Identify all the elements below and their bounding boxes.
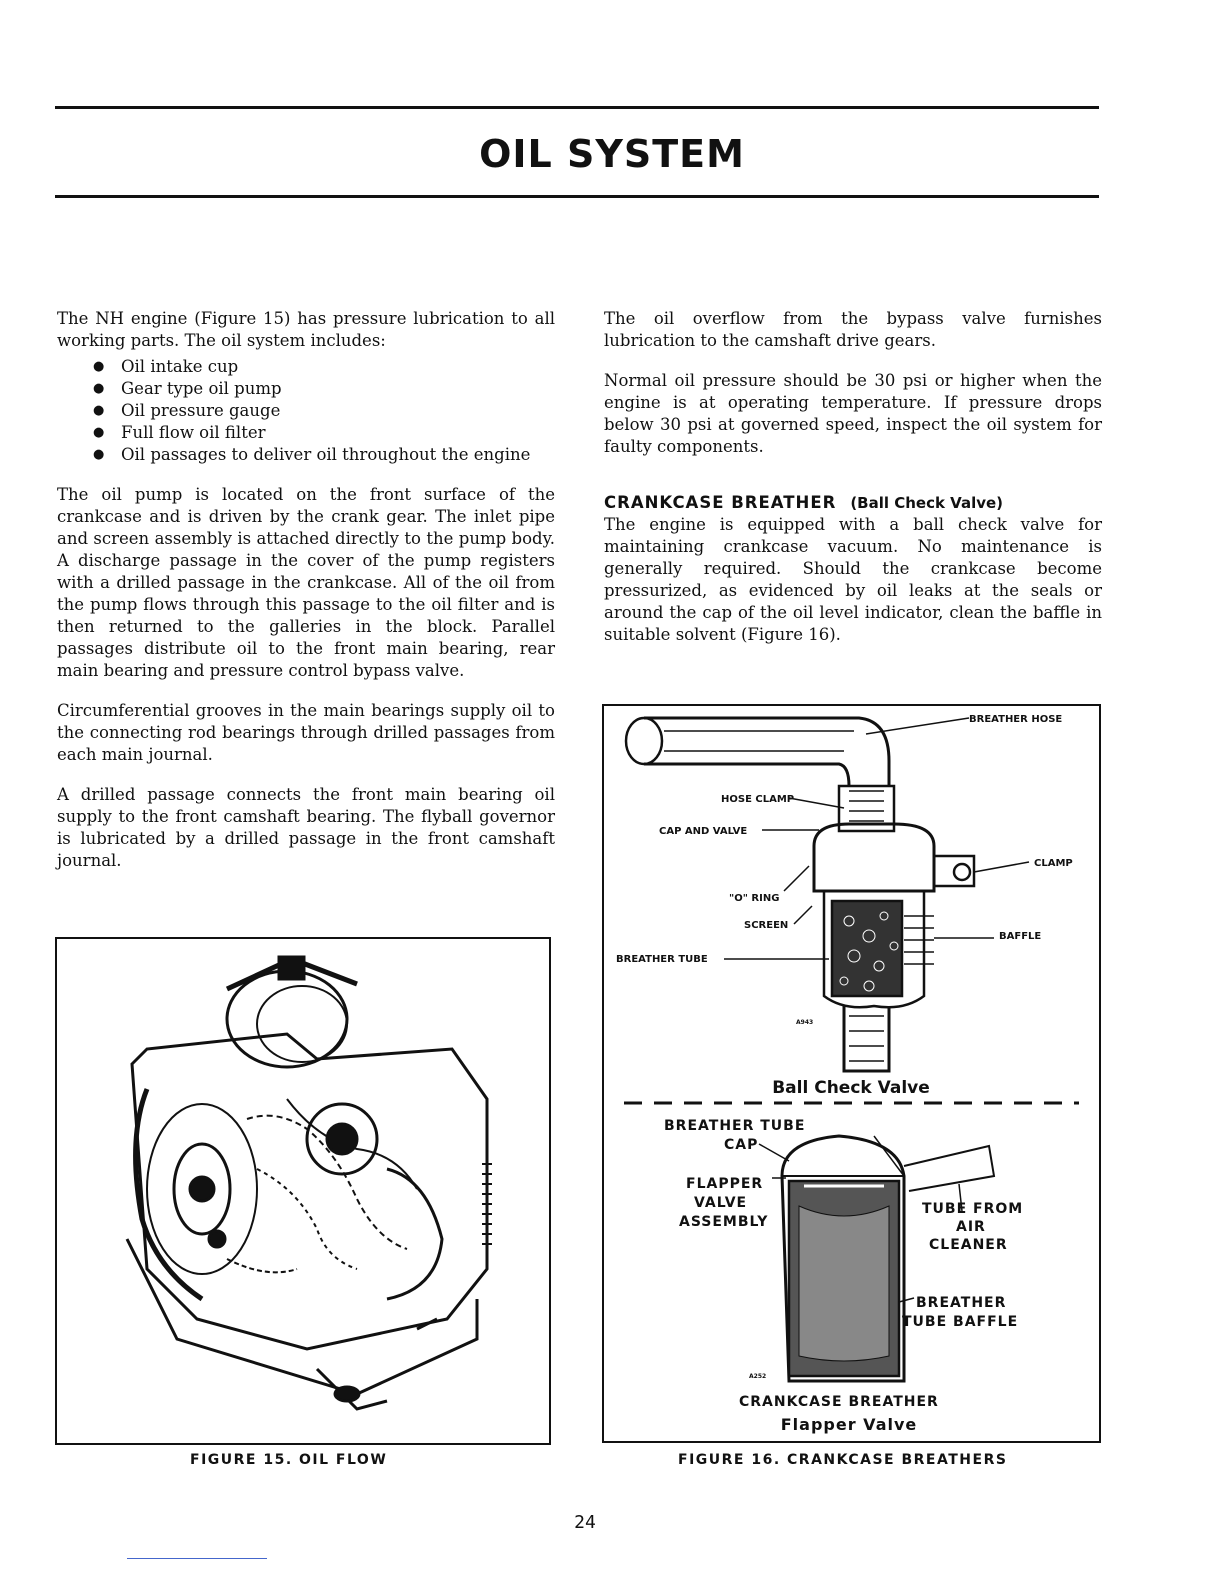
label-baffle-1: BREATHER [916, 1295, 1007, 1311]
label-breather-tube-cap-1: BREATHER TUBE [664, 1118, 806, 1134]
label-baffle-2: TUBE BAFFLE [902, 1314, 1019, 1330]
label-tube-from-3: CLEANER [929, 1237, 1008, 1253]
label-code-a943: A943 [796, 1019, 814, 1026]
intro-paragraph: The NH engine (Figure 15) has pressure lubrication to all working parts. The oil system includes: [57, 309, 555, 350]
list-item: ● Oil intake cup [93, 356, 555, 378]
label-flapper-1: FLAPPER [686, 1176, 764, 1192]
label-tube-from-1: TUBE FROM [922, 1201, 1024, 1217]
drilled-passage-paragraph: A drilled passage connects the front main bearing oil supply to the front camshaft bearing. The flyball governor is lubricated by a drilled passage in the front camshaft journal. [57, 785, 555, 870]
ball-check-valve-title: Ball Check Valve [772, 1078, 930, 1098]
label-flapper-3: ASSEMBLY [679, 1214, 769, 1230]
figure-16-frame [602, 704, 1101, 1443]
label-crankcase-breather: CRANKCASE BREATHER [739, 1394, 939, 1410]
label-cap-and-valve: CAP AND VALVE [659, 826, 748, 837]
figure-15-caption: FIGURE 15. OIL FLOW [190, 1452, 388, 1468]
label-breather-tube: BREATHER TUBE [616, 954, 708, 965]
label-baffle: BAFFLE [999, 931, 1042, 942]
pressure-paragraph: Normal oil pressure should be 30 psi or higher when the engine is at operating temperature. If pressure drops below 30 psi at governed speed, inspect the oil system for faulty components. [604, 371, 1102, 456]
label-breather-hose: BREATHER HOSE [969, 714, 1063, 725]
breather-illustrations [604, 706, 1099, 1441]
label-screen: SCREEN [744, 920, 789, 931]
label-code-a252: A252 [749, 1373, 767, 1380]
label-flapper-2: VALVE [694, 1195, 748, 1211]
breather-heading [604, 492, 1102, 514]
breather-subheading: (Ball Check Valve) [850, 494, 1004, 512]
overflow-paragraph: The oil overflow from the bypass valve furnishes lubrication to the camshaft drive gears. [604, 309, 1102, 350]
flapper-valve-title: Flapper Valve [780, 1415, 918, 1434]
label-tube-from-2: AIR [956, 1219, 986, 1235]
grooves-paragraph: Circumferential grooves in the main bearings supply oil to the connecting rod bearings through drilled passages from each main journal. [57, 701, 555, 764]
page-title: OIL SYSTEM [479, 132, 745, 176]
list-item: ● Full flow oil filter [93, 422, 555, 444]
breather-heading-text: CRANKCASE BREATHER [604, 493, 837, 512]
title-rule [55, 195, 1099, 198]
engine-oil-flow-illustration [57, 939, 549, 1443]
list-item: ● Gear type oil pump [93, 378, 555, 400]
right-column [604, 308, 1102, 664]
left-column [57, 308, 555, 890]
top-rule [55, 106, 1099, 109]
breather-paragraph: The engine is equipped with a ball check valve for maintaining crankcase vacuum. No maintenance is generally required. Should the crankcase become pressurized, as evidenced by oil leaks at the seals or around the cap of the oil level indicator, clean the baffle in suitable solvent (Figure 16). [604, 515, 1102, 644]
list-item: ● Oil passages to deliver oil throughout the engine [93, 444, 555, 466]
label-clamp: CLAMP [1034, 858, 1073, 869]
label-o-ring: "O" RING [729, 893, 780, 904]
list-item: ● Oil pressure gauge [93, 400, 555, 422]
figure-16-caption: FIGURE 16. CRANKCASE BREATHERS [678, 1452, 1008, 1468]
components-list [57, 356, 555, 466]
footer-link-line [127, 1558, 267, 1559]
label-hose-clamp: HOSE CLAMP [721, 794, 795, 805]
pump-paragraph: The oil pump is located on the front surface of the crankcase and is driven by the crank gear. The inlet pipe and screen assembly is attached directly to the pump body. A discharge passage in the cover of the pump registers with a drilled passage in the crankcase. All of the oil from the pump flows through this passage to the oil filter and is then returned to the galleries in the block. Parallel passages distribute oil to the front main bearing, rear main bearing and pressure control bypass valve. [57, 485, 555, 680]
page-number: 24 [574, 1512, 596, 1533]
label-breather-tube-cap-2: CAP [724, 1137, 759, 1153]
figure-15-frame [55, 937, 551, 1445]
